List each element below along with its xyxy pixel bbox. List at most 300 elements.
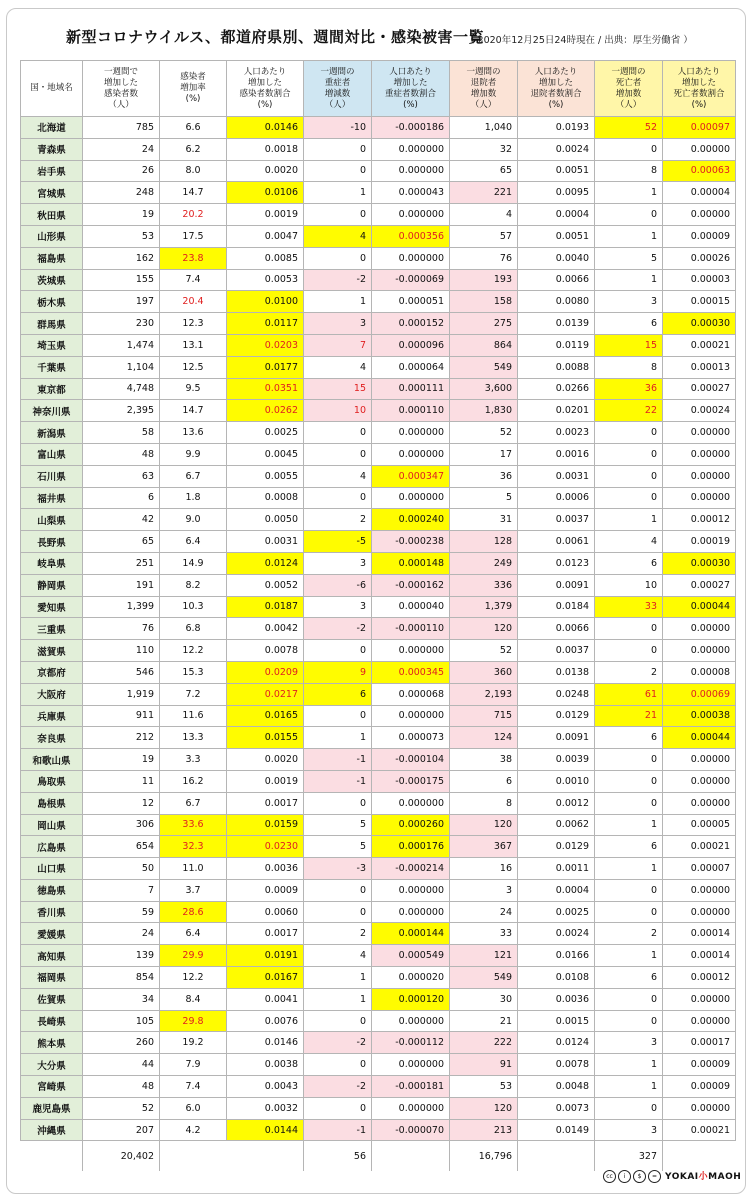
cases-cell: 48 — [83, 443, 160, 465]
table-row — [21, 858, 736, 880]
table-row — [21, 967, 736, 989]
severe-pct-cell: 0.000345 — [372, 661, 450, 683]
rate-cell: 7.4 — [160, 1076, 227, 1098]
deaths-cell: 2 — [595, 661, 663, 683]
discharged-pct-cell: 0.0184 — [518, 596, 595, 618]
severe-pct-cell: 0.000110 — [372, 400, 450, 422]
rate-cell: 20.2 — [160, 204, 227, 226]
table-row — [21, 1119, 736, 1141]
cases-cell: 53 — [83, 225, 160, 247]
nc-icon: $ — [633, 1170, 646, 1183]
cases-cell: 105 — [83, 1010, 160, 1032]
discharged-pct-cell: 0.0201 — [518, 400, 595, 422]
table-row — [21, 683, 736, 705]
col-header-rate: 感染者 増加率 (%) — [160, 61, 227, 117]
table-row — [21, 596, 736, 618]
deaths-pct-cell: 0.00000 — [663, 487, 736, 509]
severe-pct-cell: 0.000549 — [372, 945, 450, 967]
prefecture-name: 三重県 — [21, 618, 83, 640]
severe-pct-cell: 0.000040 — [372, 596, 450, 618]
table-row — [21, 945, 736, 967]
severe-cell: 2 — [304, 509, 372, 531]
total-deaths: 327 — [595, 1141, 663, 1171]
severe-pct-cell: 0.000020 — [372, 967, 450, 989]
table-row — [21, 879, 736, 901]
cases-cell: 1,474 — [83, 334, 160, 356]
deaths-pct-cell: 0.00027 — [663, 574, 736, 596]
cases-pct-cell: 0.0100 — [227, 291, 304, 313]
rate-cell: 6.4 — [160, 923, 227, 945]
total-discharged: 16,796 — [450, 1141, 518, 1171]
totals-blank — [663, 1141, 736, 1171]
severe-pct-cell: -0.000070 — [372, 1119, 450, 1141]
deaths-cell: 10 — [595, 574, 663, 596]
severe-cell: 0 — [304, 138, 372, 160]
deaths-pct-cell: 0.00000 — [663, 465, 736, 487]
deaths-pct-cell: 0.00021 — [663, 836, 736, 858]
cases-cell: 546 — [83, 661, 160, 683]
total-cases: 20,402 — [83, 1141, 160, 1171]
discharged-pct-cell: 0.0039 — [518, 749, 595, 771]
severe-pct-cell: 0.000064 — [372, 356, 450, 378]
severe-cell: 0 — [304, 1010, 372, 1032]
table-row — [21, 182, 736, 204]
deaths-pct-cell: 0.00000 — [663, 422, 736, 444]
table-row — [21, 204, 736, 226]
severe-cell: -10 — [304, 117, 372, 139]
cases-pct-cell: 0.0019 — [227, 770, 304, 792]
severe-pct-cell: 0.000152 — [372, 313, 450, 335]
rate-cell: 6.2 — [160, 138, 227, 160]
deaths-pct-cell: 0.00021 — [663, 1119, 736, 1141]
rate-cell: 7.9 — [160, 1054, 227, 1076]
discharged-pct-cell: 0.0091 — [518, 574, 595, 596]
deaths-cell: 0 — [595, 749, 663, 771]
cases-pct-cell: 0.0106 — [227, 182, 304, 204]
discharged-pct-cell: 0.0036 — [518, 988, 595, 1010]
severe-cell: 4 — [304, 465, 372, 487]
rate-cell: 14.7 — [160, 182, 227, 204]
discharged-cell: 221 — [450, 182, 518, 204]
deaths-pct-cell: 0.00000 — [663, 879, 736, 901]
cases-cell: 260 — [83, 1032, 160, 1054]
cases-cell: 24 — [83, 138, 160, 160]
deaths-cell: 0 — [595, 879, 663, 901]
cases-pct-cell: 0.0060 — [227, 901, 304, 923]
deaths-pct-cell: 0.00000 — [663, 1010, 736, 1032]
severe-cell: 10 — [304, 400, 372, 422]
cases-pct-cell: 0.0230 — [227, 836, 304, 858]
cases-cell: 110 — [83, 640, 160, 662]
discharged-pct-cell: 0.0037 — [518, 640, 595, 662]
cases-pct-cell: 0.0146 — [227, 117, 304, 139]
severe-cell: -2 — [304, 269, 372, 291]
discharged-cell: 5 — [450, 487, 518, 509]
table-row — [21, 640, 736, 662]
cases-cell: 230 — [83, 313, 160, 335]
cases-cell: 1,399 — [83, 596, 160, 618]
cases-cell: 7 — [83, 879, 160, 901]
deaths-pct-cell: 0.00009 — [663, 225, 736, 247]
cases-pct-cell: 0.0167 — [227, 967, 304, 989]
totals-blank — [227, 1141, 304, 1171]
deaths-cell: 0 — [595, 1097, 663, 1119]
severe-cell: -6 — [304, 574, 372, 596]
severe-cell: 5 — [304, 836, 372, 858]
cases-cell: 65 — [83, 531, 160, 553]
deaths-pct-cell: 0.00000 — [663, 988, 736, 1010]
discharged-pct-cell: 0.0166 — [518, 945, 595, 967]
discharged-pct-cell: 0.0025 — [518, 901, 595, 923]
prefecture-name: 千葉県 — [21, 356, 83, 378]
table-row — [21, 422, 736, 444]
discharged-cell: 1,379 — [450, 596, 518, 618]
deaths-pct-cell: 0.00030 — [663, 552, 736, 574]
prefecture-name: 静岡県 — [21, 574, 83, 596]
severe-pct-cell: 0.000111 — [372, 378, 450, 400]
discharged-pct-cell: 0.0248 — [518, 683, 595, 705]
rate-cell: 8.4 — [160, 988, 227, 1010]
cases-pct-cell: 0.0191 — [227, 945, 304, 967]
prefecture-name: 高知県 — [21, 945, 83, 967]
cases-pct-cell: 0.0187 — [227, 596, 304, 618]
deaths-cell: 3 — [595, 1119, 663, 1141]
rate-cell: 6.4 — [160, 531, 227, 553]
cases-pct-cell: 0.0055 — [227, 465, 304, 487]
totals-blank — [160, 1141, 227, 1171]
prefecture-name: 鹿児島県 — [21, 1097, 83, 1119]
discharged-cell: 193 — [450, 269, 518, 291]
severe-cell: 0 — [304, 879, 372, 901]
discharged-cell: 33 — [450, 923, 518, 945]
rate-cell: 32.3 — [160, 836, 227, 858]
discharged-cell: 1,830 — [450, 400, 518, 422]
rate-cell: 9.5 — [160, 378, 227, 400]
severe-cell: 1 — [304, 727, 372, 749]
discharged-pct-cell: 0.0037 — [518, 509, 595, 531]
deaths-cell: 0 — [595, 422, 663, 444]
discharged-pct-cell: 0.0123 — [518, 552, 595, 574]
discharged-cell: 222 — [450, 1032, 518, 1054]
deaths-cell: 0 — [595, 770, 663, 792]
yokai-maoh-logo: YOKAI小MAOH — [665, 1172, 742, 1182]
deaths-cell: 0 — [595, 138, 663, 160]
discharged-cell: 275 — [450, 313, 518, 335]
discharged-cell: 367 — [450, 836, 518, 858]
deaths-cell: 0 — [595, 901, 663, 923]
discharged-pct-cell: 0.0129 — [518, 705, 595, 727]
prefecture-name: 埼玉県 — [21, 334, 83, 356]
rate-cell: 17.5 — [160, 225, 227, 247]
cases-pct-cell: 0.0078 — [227, 640, 304, 662]
prefecture-name: 群馬県 — [21, 313, 83, 335]
cases-pct-cell: 0.0155 — [227, 727, 304, 749]
prefecture-name: 福井県 — [21, 487, 83, 509]
cases-cell: 854 — [83, 967, 160, 989]
severe-cell: 0 — [304, 443, 372, 465]
cases-pct-cell: 0.0020 — [227, 749, 304, 771]
cases-pct-cell: 0.0146 — [227, 1032, 304, 1054]
deaths-cell: 5 — [595, 247, 663, 269]
severe-cell: 0 — [304, 487, 372, 509]
discharged-cell: 52 — [450, 422, 518, 444]
table-row — [21, 269, 736, 291]
table-row — [21, 1054, 736, 1076]
cases-pct-cell: 0.0031 — [227, 531, 304, 553]
table-row — [21, 138, 736, 160]
table-row — [21, 661, 736, 683]
deaths-pct-cell: 0.00044 — [663, 596, 736, 618]
rate-cell: 20.4 — [160, 291, 227, 313]
discharged-pct-cell: 0.0108 — [518, 967, 595, 989]
discharged-pct-cell: 0.0066 — [518, 618, 595, 640]
rate-cell: 6.8 — [160, 618, 227, 640]
deaths-pct-cell: 0.00000 — [663, 618, 736, 640]
rate-cell: 8.2 — [160, 574, 227, 596]
deaths-cell: 6 — [595, 313, 663, 335]
severe-pct-cell: 0.000260 — [372, 814, 450, 836]
rate-cell: 29.8 — [160, 1010, 227, 1032]
severe-cell: 2 — [304, 923, 372, 945]
severe-pct-cell: 0.000000 — [372, 901, 450, 923]
discharged-cell: 336 — [450, 574, 518, 596]
discharged-pct-cell: 0.0149 — [518, 1119, 595, 1141]
discharged-cell: 360 — [450, 661, 518, 683]
severe-cell: 6 — [304, 683, 372, 705]
prefecture-name: 茨城県 — [21, 269, 83, 291]
cases-pct-cell: 0.0047 — [227, 225, 304, 247]
severe-cell: 0 — [304, 160, 372, 182]
discharged-pct-cell: 0.0031 — [518, 465, 595, 487]
severe-pct-cell: 0.000000 — [372, 204, 450, 226]
prefecture-name: 香川県 — [21, 901, 83, 923]
discharged-pct-cell: 0.0004 — [518, 879, 595, 901]
discharged-pct-cell: 0.0073 — [518, 1097, 595, 1119]
cases-pct-cell: 0.0085 — [227, 247, 304, 269]
deaths-pct-cell: 0.00014 — [663, 923, 736, 945]
cases-pct-cell: 0.0052 — [227, 574, 304, 596]
cases-cell: 2,395 — [83, 400, 160, 422]
table-row — [21, 814, 736, 836]
deaths-cell: 0 — [595, 1010, 663, 1032]
rate-cell: 7.4 — [160, 269, 227, 291]
prefecture-name: 和歌山県 — [21, 749, 83, 771]
severe-cell: 0 — [304, 204, 372, 226]
severe-cell: -5 — [304, 531, 372, 553]
discharged-cell: 124 — [450, 727, 518, 749]
deaths-pct-cell: 0.00017 — [663, 1032, 736, 1054]
cases-cell: 42 — [83, 509, 160, 531]
severe-pct-cell: 0.000000 — [372, 1097, 450, 1119]
severe-pct-cell: 0.000073 — [372, 727, 450, 749]
deaths-pct-cell: 0.00007 — [663, 858, 736, 880]
severe-pct-cell: -0.000186 — [372, 117, 450, 139]
prefecture-name: 長野県 — [21, 531, 83, 553]
rate-cell: 23.8 — [160, 247, 227, 269]
cases-cell: 12 — [83, 792, 160, 814]
col-header-cases-pct: 人口あたり 増加した 感染者数割合 (%) — [227, 61, 304, 117]
table-row — [21, 923, 736, 945]
discharged-pct-cell: 0.0193 — [518, 117, 595, 139]
prefecture-table — [20, 60, 736, 1171]
discharged-pct-cell: 0.0024 — [518, 923, 595, 945]
discharged-cell: 65 — [450, 160, 518, 182]
prefecture-name: 愛媛県 — [21, 923, 83, 945]
cases-pct-cell: 0.0017 — [227, 792, 304, 814]
discharged-cell: 549 — [450, 967, 518, 989]
deaths-cell: 22 — [595, 400, 663, 422]
cases-pct-cell: 0.0076 — [227, 1010, 304, 1032]
discharged-pct-cell: 0.0004 — [518, 204, 595, 226]
deaths-cell: 1 — [595, 182, 663, 204]
discharged-pct-cell: 0.0078 — [518, 1054, 595, 1076]
cases-cell: 24 — [83, 923, 160, 945]
prefecture-name: 福岡県 — [21, 967, 83, 989]
deaths-pct-cell: 0.00019 — [663, 531, 736, 553]
col-header-severe-pct: 人口あたり 増加した 重症者数割合 (%) — [372, 61, 450, 117]
rate-cell: 3.3 — [160, 749, 227, 771]
discharged-cell: 549 — [450, 356, 518, 378]
col-header-discharged: 一週間の 退院者 増加数 （人） — [450, 61, 518, 117]
severe-cell: 0 — [304, 1097, 372, 1119]
prefecture-name: 京都府 — [21, 661, 83, 683]
cases-cell: 4,748 — [83, 378, 160, 400]
prefecture-name: 熊本県 — [21, 1032, 83, 1054]
table-row — [21, 705, 736, 727]
rate-cell: 6.7 — [160, 792, 227, 814]
license-icons — [603, 1170, 661, 1183]
severe-cell: 0 — [304, 792, 372, 814]
table-row — [21, 487, 736, 509]
prefecture-name: 山形県 — [21, 225, 83, 247]
table-row — [21, 531, 736, 553]
cases-cell: 34 — [83, 988, 160, 1010]
severe-cell: 0 — [304, 901, 372, 923]
rate-cell: 10.3 — [160, 596, 227, 618]
deaths-pct-cell: 0.00069 — [663, 683, 736, 705]
severe-pct-cell: 0.000051 — [372, 291, 450, 313]
prefecture-name: 広島県 — [21, 836, 83, 858]
discharged-cell: 121 — [450, 945, 518, 967]
table-row — [21, 901, 736, 923]
deaths-pct-cell: 0.00005 — [663, 814, 736, 836]
table-row — [21, 247, 736, 269]
severe-pct-cell: 0.000000 — [372, 138, 450, 160]
col-header-deaths: 一週間の 死亡者 増加数 （人） — [595, 61, 663, 117]
col-header-discharged-pct: 人口あたり 増加した 退院者数割合 (%) — [518, 61, 595, 117]
deaths-cell: 1 — [595, 858, 663, 880]
deaths-pct-cell: 0.00012 — [663, 967, 736, 989]
table-body — [21, 117, 736, 1141]
deaths-pct-cell: 0.00000 — [663, 792, 736, 814]
severe-pct-cell: -0.000162 — [372, 574, 450, 596]
cases-cell: 19 — [83, 204, 160, 226]
deaths-pct-cell: 0.00000 — [663, 901, 736, 923]
prefecture-name: 神奈川県 — [21, 400, 83, 422]
prefecture-name: 秋田県 — [21, 204, 83, 226]
discharged-cell: 128 — [450, 531, 518, 553]
deaths-cell: 36 — [595, 378, 663, 400]
cases-cell: 26 — [83, 160, 160, 182]
table-row — [21, 117, 736, 139]
table-row — [21, 1032, 736, 1054]
severe-pct-cell: 0.000144 — [372, 923, 450, 945]
severe-cell: 0 — [304, 1054, 372, 1076]
prefecture-name: 大阪府 — [21, 683, 83, 705]
rate-cell: 9.9 — [160, 443, 227, 465]
table-row — [21, 160, 736, 182]
by-icon: i — [618, 1170, 631, 1183]
nd-icon: = — [648, 1170, 661, 1183]
cases-cell: 1,919 — [83, 683, 160, 705]
cases-pct-cell: 0.0124 — [227, 552, 304, 574]
deaths-pct-cell: 0.00009 — [663, 1076, 736, 1098]
severe-pct-cell: 0.000000 — [372, 422, 450, 444]
deaths-cell: 1 — [595, 1054, 663, 1076]
severe-pct-cell: -0.000112 — [372, 1032, 450, 1054]
totals-blank — [518, 1141, 595, 1171]
rate-cell: 11.6 — [160, 705, 227, 727]
prefecture-name: 宮崎県 — [21, 1076, 83, 1098]
cases-cell: 911 — [83, 705, 160, 727]
deaths-cell: 1 — [595, 1076, 663, 1098]
discharged-cell: 52 — [450, 640, 518, 662]
cases-cell: 50 — [83, 858, 160, 880]
table-row — [21, 443, 736, 465]
severe-pct-cell: 0.000000 — [372, 487, 450, 509]
discharged-cell: 17 — [450, 443, 518, 465]
prefecture-name: 大分県 — [21, 1054, 83, 1076]
severe-cell: -2 — [304, 1076, 372, 1098]
rate-cell: 6.7 — [160, 465, 227, 487]
discharged-pct-cell: 0.0061 — [518, 531, 595, 553]
prefecture-name: 岐阜県 — [21, 552, 83, 574]
deaths-cell: 1 — [595, 509, 663, 531]
prefecture-name: 徳島県 — [21, 879, 83, 901]
deaths-cell: 3 — [595, 1032, 663, 1054]
discharged-cell: 120 — [450, 814, 518, 836]
severe-pct-cell: -0.000069 — [372, 269, 450, 291]
severe-pct-cell: 0.000000 — [372, 247, 450, 269]
cases-pct-cell: 0.0217 — [227, 683, 304, 705]
col-header-cases: 一週間で 増加した 感染者数 （人） — [83, 61, 160, 117]
discharged-pct-cell: 0.0095 — [518, 182, 595, 204]
table-row — [21, 749, 736, 771]
rate-cell: 28.6 — [160, 901, 227, 923]
deaths-pct-cell: 0.00000 — [663, 443, 736, 465]
severe-cell: 9 — [304, 661, 372, 683]
rate-cell: 11.0 — [160, 858, 227, 880]
discharged-pct-cell: 0.0139 — [518, 313, 595, 335]
severe-cell: 1 — [304, 182, 372, 204]
severe-pct-cell: 0.000000 — [372, 160, 450, 182]
rate-cell: 6.0 — [160, 1097, 227, 1119]
prefecture-name: 青森県 — [21, 138, 83, 160]
discharged-cell: 30 — [450, 988, 518, 1010]
discharged-pct-cell: 0.0088 — [518, 356, 595, 378]
prefecture-name: 滋賀県 — [21, 640, 83, 662]
discharged-cell: 38 — [450, 749, 518, 771]
rate-cell: 13.6 — [160, 422, 227, 444]
prefecture-name: 岩手県 — [21, 160, 83, 182]
deaths-pct-cell: 0.00024 — [663, 400, 736, 422]
severe-pct-cell: 0.000000 — [372, 640, 450, 662]
deaths-pct-cell: 0.00000 — [663, 138, 736, 160]
discharged-pct-cell: 0.0040 — [518, 247, 595, 269]
discharged-pct-cell: 0.0048 — [518, 1076, 595, 1098]
totals-blank — [21, 1141, 83, 1171]
discharged-pct-cell: 0.0062 — [518, 814, 595, 836]
